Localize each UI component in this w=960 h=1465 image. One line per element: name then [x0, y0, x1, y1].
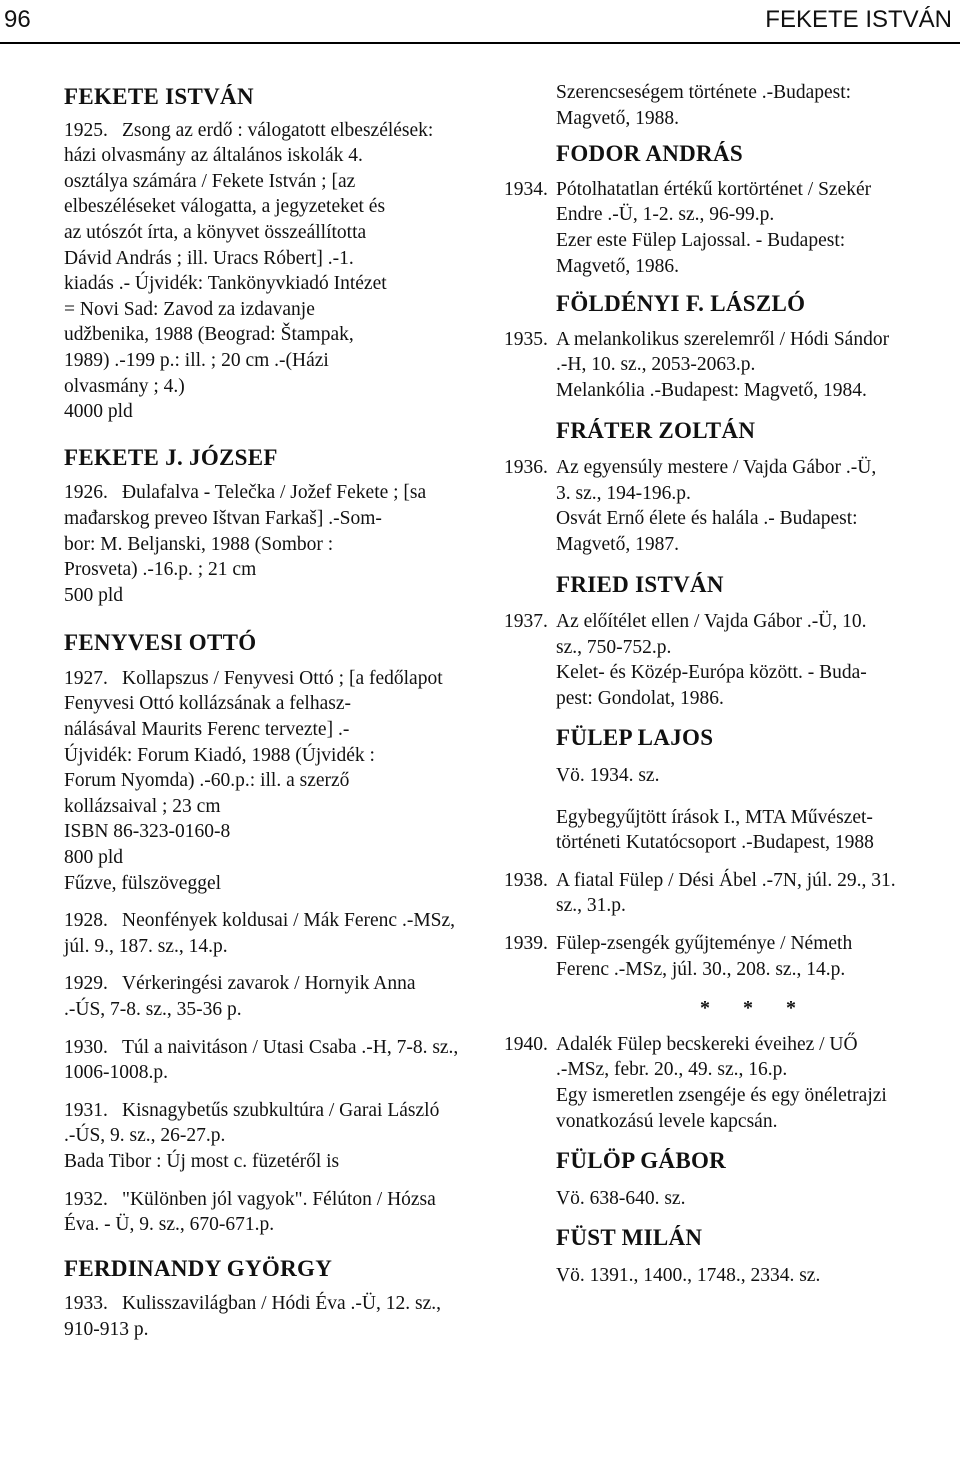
entry-continuation: [64, 691, 474, 896]
section-heading: FÜST MILÁN: [556, 1225, 703, 1251]
entry-number: 1934.: [504, 178, 548, 200]
entry-continuation: [64, 997, 474, 1023]
entry-line: Az előítélet ellen / Vajda Gábor .-Ü, 10.: [556, 611, 867, 633]
entry-continuation: [64, 1317, 474, 1343]
section-heading: FEKETE J. JÓZSEF: [64, 444, 278, 470]
entry-line: Prosveta) .-16.p. ; 21 cm: [64, 559, 257, 581]
entry-line: Éva. - Ü, 9. sz., 670-671.p.: [64, 1214, 275, 1236]
entry-line: Fűzve, fülszöveggel: [64, 872, 222, 894]
entry-line: Szerencseségem története .-Budapest:: [556, 82, 852, 103]
entry-number: 1940.: [504, 1033, 548, 1055]
entry-text: [122, 1291, 474, 1317]
entry-1929: [64, 971, 474, 997]
reference-line: Vö. 1934. sz.: [556, 765, 660, 787]
entry-line: Kollapszus / Fenyvesi Ottó ; [a fedőlapot: [122, 667, 443, 689]
entry-line: Vérkeringési zavarok / Hornyik Anna: [122, 973, 416, 995]
entry-text: [122, 1098, 474, 1124]
entry-line: .-H, 10. sz., 2053-2063.p.: [556, 354, 756, 376]
right-column: [504, 80, 954, 1289]
entry-line: Kisnagybetűs szubkultúra / Garai László: [122, 1099, 440, 1121]
entry-line: .-MSz, febr. 20., 49. sz., 16.p.: [556, 1059, 788, 1081]
entry-1939: [504, 931, 954, 982]
entry-number: 1928.: [64, 910, 108, 932]
entry-line: vonatkozású levele kapcsán.: [556, 1110, 778, 1132]
entry-line: Az egyensúly mestere / Vajda Gábor .-Ü,: [556, 457, 877, 479]
entry-number: 1925.: [64, 119, 108, 141]
entry-text: [122, 666, 474, 692]
entry-text: [556, 327, 954, 404]
section-separator: * * *: [700, 997, 810, 1020]
entry-text: [122, 908, 474, 934]
entry-line: 500 pld: [64, 584, 124, 606]
reference-line: történeti Kutatócsoport .-Budapest, 1988: [556, 832, 874, 854]
entry-line: A melankolikus szerelemről / Hódi Sándor: [556, 328, 890, 350]
entry-text: [122, 971, 474, 997]
entry-1935: [504, 327, 954, 404]
entry-1927: [64, 666, 474, 692]
entry-line: Đulafalva - Telečka / Jožef Fekete ; [sa: [122, 482, 427, 504]
cross-reference: [556, 763, 954, 789]
entry-1926: [64, 480, 474, 506]
header-rule: [0, 42, 960, 44]
left-column: [64, 80, 474, 1343]
entry-line: Dávid András ; ill. Uracs Róbert] .-1.: [64, 247, 354, 269]
entry-line: sz., 31.p.: [556, 895, 626, 917]
entry-text: [556, 1032, 954, 1134]
entry-line: Magvető, 1987.: [556, 533, 679, 555]
running-title: FEKETE ISTVÁN: [765, 6, 952, 33]
entry-line: 3. sz., 194-196.p.: [556, 482, 691, 504]
section-heading: FRIED ISTVÁN: [556, 571, 724, 597]
entry-1938: [504, 868, 954, 919]
cross-reference: [556, 1186, 954, 1212]
entry-line: sz., 750-752.p.: [556, 636, 672, 658]
entry-number: 1929.: [64, 973, 108, 995]
entry-line: kollázsaival ; 23 cm: [64, 795, 221, 817]
section-heading: FÜLÖP GÁBOR: [556, 1148, 727, 1174]
entry-line: "Különben jól vagyok". Félúton / Hózsa: [122, 1188, 436, 1210]
entry-continuation: [64, 934, 474, 960]
entry-number: 1937.: [504, 611, 548, 633]
section-heading: FEKETE ISTVÁN: [64, 84, 254, 109]
entry-line: Magvető, 1988.: [556, 107, 679, 129]
continued-entry: [556, 80, 954, 131]
entry-line: .-ÚS, 9. sz., 26-27.p.: [64, 1125, 226, 1147]
entry-line: júl. 9., 187. sz., 14.p.: [64, 935, 228, 957]
entry-number: 1936.: [504, 457, 548, 479]
entry-text: [556, 455, 954, 557]
entry-line: Neonfények koldusai / Mák Ferenc .-MSz,: [122, 910, 456, 932]
entry-text: [122, 1187, 474, 1213]
entry-line: Osvát Ernő élete és halála .- Budapest:: [556, 508, 858, 530]
entry-number: 1927.: [64, 667, 108, 689]
entry-number: 1939.: [504, 933, 548, 955]
entry-line: 800 pld: [64, 847, 124, 869]
entry-number: 1938.: [504, 869, 548, 891]
entry-text: [122, 118, 474, 144]
entry-number: 1932.: [64, 1188, 108, 1210]
entry-line: Magvető, 1986.: [556, 255, 679, 277]
entry-1931: [64, 1098, 474, 1124]
entry-line: elbeszéléseket válogatta, a jegyzeteket és: [64, 196, 386, 218]
entry-line: pest: Gondolat, 1986.: [556, 687, 724, 709]
entry-1932: [64, 1187, 474, 1213]
entry-line: osztálya számára / Fekete István ; [az: [64, 170, 356, 192]
entry-line: Endre .-Ü, 1-2. sz., 96-99.p.: [556, 204, 775, 226]
entry-continuation: [64, 506, 474, 608]
entry-line: olvasmány ; 4.): [64, 375, 185, 397]
entry-line: A fiatal Fülep / Dési Ábel .-7N, júl. 29., 31.: [556, 869, 896, 891]
entry-1936: [504, 455, 954, 557]
entry-line: = Novi Sad: Zavod za izdavanje: [64, 298, 315, 320]
entry-line: nálásával Maurits Ferenc tervezte] .-: [64, 719, 350, 741]
entry-line: Túl a naivitáson / Utasi Csaba .-H, 7-8. sz.,: [122, 1036, 459, 1058]
reference-line: Vö. 1391., 1400., 1748., 2334. sz.: [556, 1264, 821, 1286]
entry-text: [556, 177, 954, 279]
entry-line: Kulisszavilágban / Hódi Éva .-Ü, 12. sz.,: [122, 1293, 441, 1315]
reference-line: Egybegyűjtött írások I., MTA Művészet-: [556, 806, 873, 828]
entry-line: Zsong az erdő : válogatott elbeszélések:: [122, 119, 434, 141]
entry-line: bor: M. Beljanski, 1988 (Sombor :: [64, 533, 334, 555]
entry-text: [122, 1035, 474, 1061]
entry-line: ISBN 86-323-0160-8: [64, 821, 231, 843]
entry-continuation: [64, 1060, 474, 1086]
section-heading: FÖLDÉNYI F. LÁSZLÓ: [556, 291, 806, 317]
entry-line: Kelet- és Közép-Európa között. - Buda-: [556, 662, 867, 684]
entry-text: [556, 609, 954, 711]
section-heading: FODOR ANDRÁS: [556, 141, 743, 167]
entry-line: udžbenika, 1988 (Beograd: Štampak,: [64, 324, 354, 346]
entry-1930: [64, 1035, 474, 1061]
entry-line: 1006-1008.p.: [64, 1062, 168, 1084]
entry-line: Bada Tibor : Új most c. füzetéről is: [64, 1150, 340, 1172]
entry-1925: [64, 118, 474, 144]
section-heading: FENYVESI OTTÓ: [64, 630, 257, 656]
entry-line: Ezer este Fülep Lajossal. - Budapest:: [556, 229, 846, 251]
reference-note: [556, 805, 954, 856]
entry-line: Egy ismeretlen zsengéje és egy önéletrajzi: [556, 1085, 887, 1106]
entry-line: Ferenc .-MSz, júl. 30., 208. sz., 14.p.: [556, 958, 846, 980]
entry-line: mađarskog preveo Ištvan Farkaš] .-Som-: [64, 507, 382, 529]
entry-number: 1926.: [64, 482, 108, 504]
entry-1933: [64, 1291, 474, 1317]
reference-line: Vö. 638-640. sz.: [556, 1187, 686, 1209]
entry-line: Fülep-zsengék gyűjteménye / Németh: [556, 933, 853, 955]
entry-1934: [504, 177, 954, 279]
entry-line: 910-913 p.: [64, 1318, 149, 1340]
entry-line: 4000 pld: [64, 401, 133, 423]
entry-text: [122, 480, 474, 506]
cross-reference: [556, 1263, 954, 1289]
entry-number: 1935.: [504, 328, 548, 350]
entry-line: Adalék Fülep becskereki éveihez / UŐ: [556, 1033, 858, 1055]
entry-continuation: [64, 1123, 474, 1174]
section-heading: FERDINANDY GYÖRGY: [64, 1255, 333, 1281]
entry-line: Fenyvesi Ottó kollázsának a felhasz-: [64, 693, 351, 715]
running-head: [0, 6, 960, 42]
entry-line: 1989) .-199 p.: ill. ; 20 cm .-(Házi: [64, 349, 329, 371]
entry-1928: [64, 908, 474, 934]
entry-text: [556, 931, 954, 982]
entry-continuation: [64, 1212, 474, 1238]
entry-number: 1931.: [64, 1099, 108, 1121]
section-heading: FÜLEP LAJOS: [556, 725, 714, 751]
entry-number: 1933.: [64, 1293, 108, 1315]
entry-line: házi olvasmány az általános iskolák 4.: [64, 145, 363, 167]
entry-continuation: [64, 143, 474, 425]
entry-line: Melankólia .-Budapest: Magvető, 1984.: [556, 379, 867, 401]
entry-1940: [504, 1032, 954, 1134]
entry-line: az utószót írta, a könyvet összeállította: [64, 221, 367, 243]
section-heading: FRÁTER ZOLTÁN: [556, 417, 756, 443]
entry-number: 1930.: [64, 1036, 108, 1058]
entry-line: Újvidék: Forum Kiadó, 1988 (Újvidék :: [64, 744, 375, 766]
entry-1937: [504, 609, 954, 711]
entry-line: Forum Nyomda) .-60.p.: ill. a szerző: [64, 770, 350, 792]
page-number: 96: [4, 6, 31, 33]
entry-line: Pótolhatatlan értékű kortörténet / Szekér: [556, 178, 872, 200]
entry-line: kiadás .- Újvidék: Tankönyvkiadó Intézet: [64, 273, 387, 295]
entry-line: .-ÚS, 7-8. sz., 35-36 p.: [64, 999, 242, 1020]
entry-text: [556, 868, 954, 919]
